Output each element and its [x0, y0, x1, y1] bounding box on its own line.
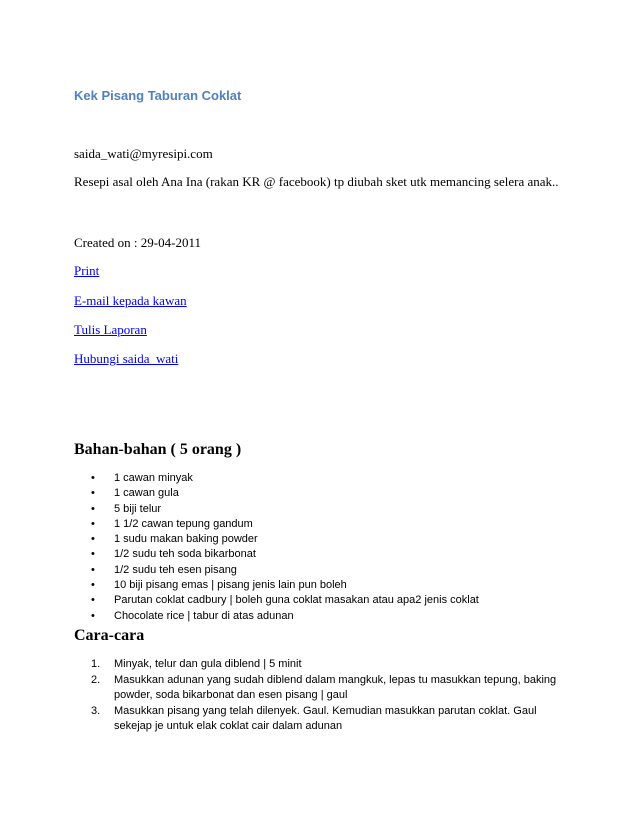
recipe-description: Resepi asal oleh Ana Ina (rakan KR @ facebook) tp diubah sket utk memancing selera anak.. — [74, 174, 559, 189]
ingredient-text: 1 1/2 cawan tepung gandum — [114, 517, 253, 530]
list-item — [74, 563, 574, 578]
ingredient-text: 1/2 sudu teh soda bikarbonat — [114, 548, 256, 561]
list-item — [74, 517, 574, 532]
step-number: 3. — [91, 704, 101, 717]
ingredient-text: 10 biji pisang emas | pisang jenis lain pun boleh — [114, 579, 347, 592]
step-item — [74, 673, 574, 704]
list-item — [74, 532, 574, 547]
steps-list — [74, 657, 574, 735]
list-item — [74, 502, 574, 517]
step-text: Minyak, telur dan gula diblend | 5 minit — [114, 658, 302, 670]
ingredient-text: 1 sudu makan baking powder — [114, 533, 258, 546]
created-date: Created on : 29-04-2011 — [74, 235, 201, 250]
bullet-icon: • — [91, 579, 95, 592]
report-link[interactable]: Tulis Laporan — [74, 322, 147, 337]
step-number: 2. — [91, 673, 101, 686]
bullet-icon: • — [91, 533, 95, 546]
author-email: saida_wati@myresipi.com — [74, 146, 213, 161]
step-item — [74, 704, 574, 735]
bullet-icon: • — [91, 517, 95, 530]
list-item — [74, 578, 574, 593]
bullet-icon: • — [91, 472, 95, 484]
ingredient-text: 1/2 sudu teh esen pisang — [114, 563, 237, 576]
list-item — [74, 593, 574, 608]
bullet-icon: • — [91, 563, 95, 576]
bullet-icon: • — [91, 502, 95, 515]
step-text: Masukkan pisang yang telah dilenyek. Gaul. Kemudian masukkan parutan coklat. Gaul sekejap je untuk elak coklat cair dalam adunan — [114, 704, 537, 732]
ingredient-text: 1 cawan gula — [114, 487, 179, 500]
recipe-title: Kek Pisang Taburan Coklat — [74, 88, 242, 103]
step-item — [74, 657, 574, 673]
ingredient-text: Parutan coklat cadbury | boleh guna coklat masakan atau apa2 jenis coklat — [114, 594, 479, 607]
bullet-icon: • — [91, 548, 95, 561]
email-friend-link[interactable]: E-mail kepada kawan — [74, 293, 187, 308]
bullet-icon: • — [91, 594, 95, 607]
ingredient-text: 5 biji telur — [114, 502, 162, 515]
list-item — [74, 609, 574, 624]
ingredients-heading: Bahan-bahan ( 5 orang ) — [74, 441, 242, 458]
list-item — [74, 547, 574, 562]
ingredient-text: 1 cawan minyak — [114, 472, 193, 484]
step-text: Masukkan adunan yang sudah diblend dalam mangkuk, lepas tu masukkan tepung, baking powder, soda bikarbonat dan esen pisang | gaul — [114, 673, 557, 701]
ingredient-text: Chocolate rice | tabur di atas adunan — [114, 609, 294, 622]
bullet-icon: • — [91, 487, 95, 500]
contact-link[interactable]: Hubungi saida_wati — [74, 351, 179, 366]
steps-heading: Cara-cara — [74, 627, 145, 644]
bullet-icon: • — [91, 609, 95, 622]
print-link[interactable]: Print — [74, 263, 100, 278]
ingredients-list — [74, 471, 574, 624]
list-item — [74, 471, 574, 486]
step-number: 1. — [91, 658, 101, 670]
list-item — [74, 486, 574, 501]
